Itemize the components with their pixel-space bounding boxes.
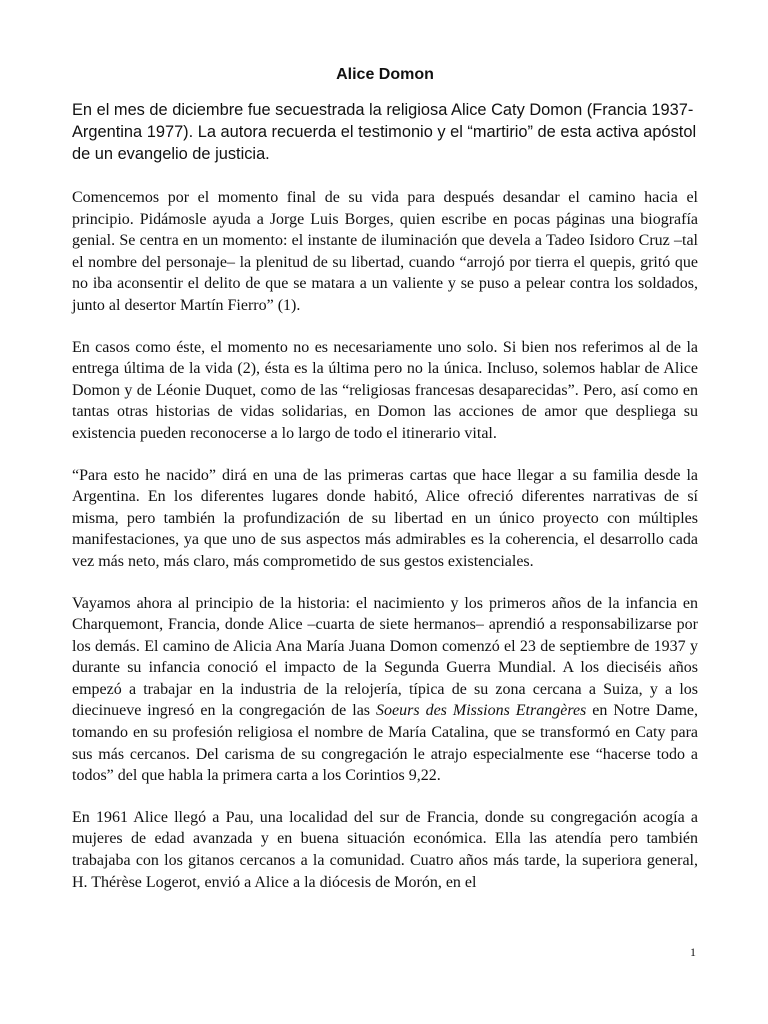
body-paragraph-1: Comencemos por el momento final de su vida para después desandar el camino hacia el principio. Pidámosle ayuda a Jorge Luis Borges, quien escribe en pocas páginas una biografía genial. Se centra en un momento: el instante de iluminación que devela a Tadeo Isidoro Cruz –tal el nombre del personaje– la plenitud de su libertad, cuando “arrojó por tierra el quepis, gritó que no iba aconsentir el delito de que se matara a un valiente y se puso a pelear contra los soldados, junto al desertor Martín Fierro” (1). — [72, 189, 698, 314]
document-title: Alice Domon — [336, 66, 434, 83]
paragraph-4-text-end: en Notre Dame, tomando en su profesión religiosa el nombre de María Catalina, que se transformó en Caty para sus más cercanos. Del carisma de su congregación le atrajo especialmente ese “hacerse todo a todos” del que habla la primera carta a los Corintios 9,22. — [72, 702, 698, 785]
congregation-name-italic: Soeurs des Missions Etrangères — [376, 702, 587, 720]
body-paragraph-5: En 1961 Alice llegó a Pau, una localidad del sur de Francia, donde su congregación acogía a mujeres de edad avanzada y en buena situación económica. Ella las atendía pero también trabajaba con los gitanos cercanos a la comunidad. Cuatro años más tarde, la superiora general, H. Thérèse Logerot, envió a Alice a la diócesis de Morón, en el — [72, 808, 698, 891]
document-page — [72, 64, 698, 913]
body-paragraph-2: En casos como éste, el momento no es necesariamente uno solo. Si bien nos referimos al de la entrega última de la vida (2), ésta es la última pero no la única. Incluso, solemos hablar de Alice Domon y de Léonie Duquet, como de las “religiosas francesas desaparecidas”. Pero, así como en tantas otras historias de vidas solidarias, en Domon las acciones de amor que despliega su existencia pueden reconocerse a lo largo de todo el itinerario vital. — [72, 338, 698, 442]
body-paragraph-4 — [72, 593, 698, 787]
body-paragraph-3: “Para esto he nacido” dirá en una de las primeras cartas que hace llegar a su familia desde la Argentina. En los diferentes lugares donde habitó, Alice ofreció diferentes narrativas de sí misma, pero también la profundización de su libertad en un único proyecto con múltiples manifestaciones, ya que uno de sus aspectos más admirables es la coherencia, el desarrollo cada vez más neto, más claro, más comprometido de sus gestos existenciales. — [72, 466, 698, 570]
lead-paragraph: En el mes de diciembre fue secuestrada la religiosa Alice Caty Domon (Francia 1937- Argentina 1977). La autora recuerda el testimonio y el “martirio” de esta activa apóstol de un evangelio de justicia. — [72, 101, 697, 163]
page-number: 1 — [690, 945, 696, 959]
paragraph-4-text-start: Vayamos ahora al principio de la historia: el nacimiento y los primeros años de la infancia en Charquemont, Francia, donde Alice –cuarta de siete hermanos– aprendió a responsabilizarse por los demás. El camino de Alicia Ana María Juana Domon comenzó el 23 de septiembre de 1937 y durante su infancia conoció el impacto de la Segunda Guerra Mundial. A los dieciséis años empezó a trabajar en la industria de la relojería, típica de su zona cercana a Suiza, y a los diecinueve ingresó en la congregación de las — [72, 594, 698, 720]
